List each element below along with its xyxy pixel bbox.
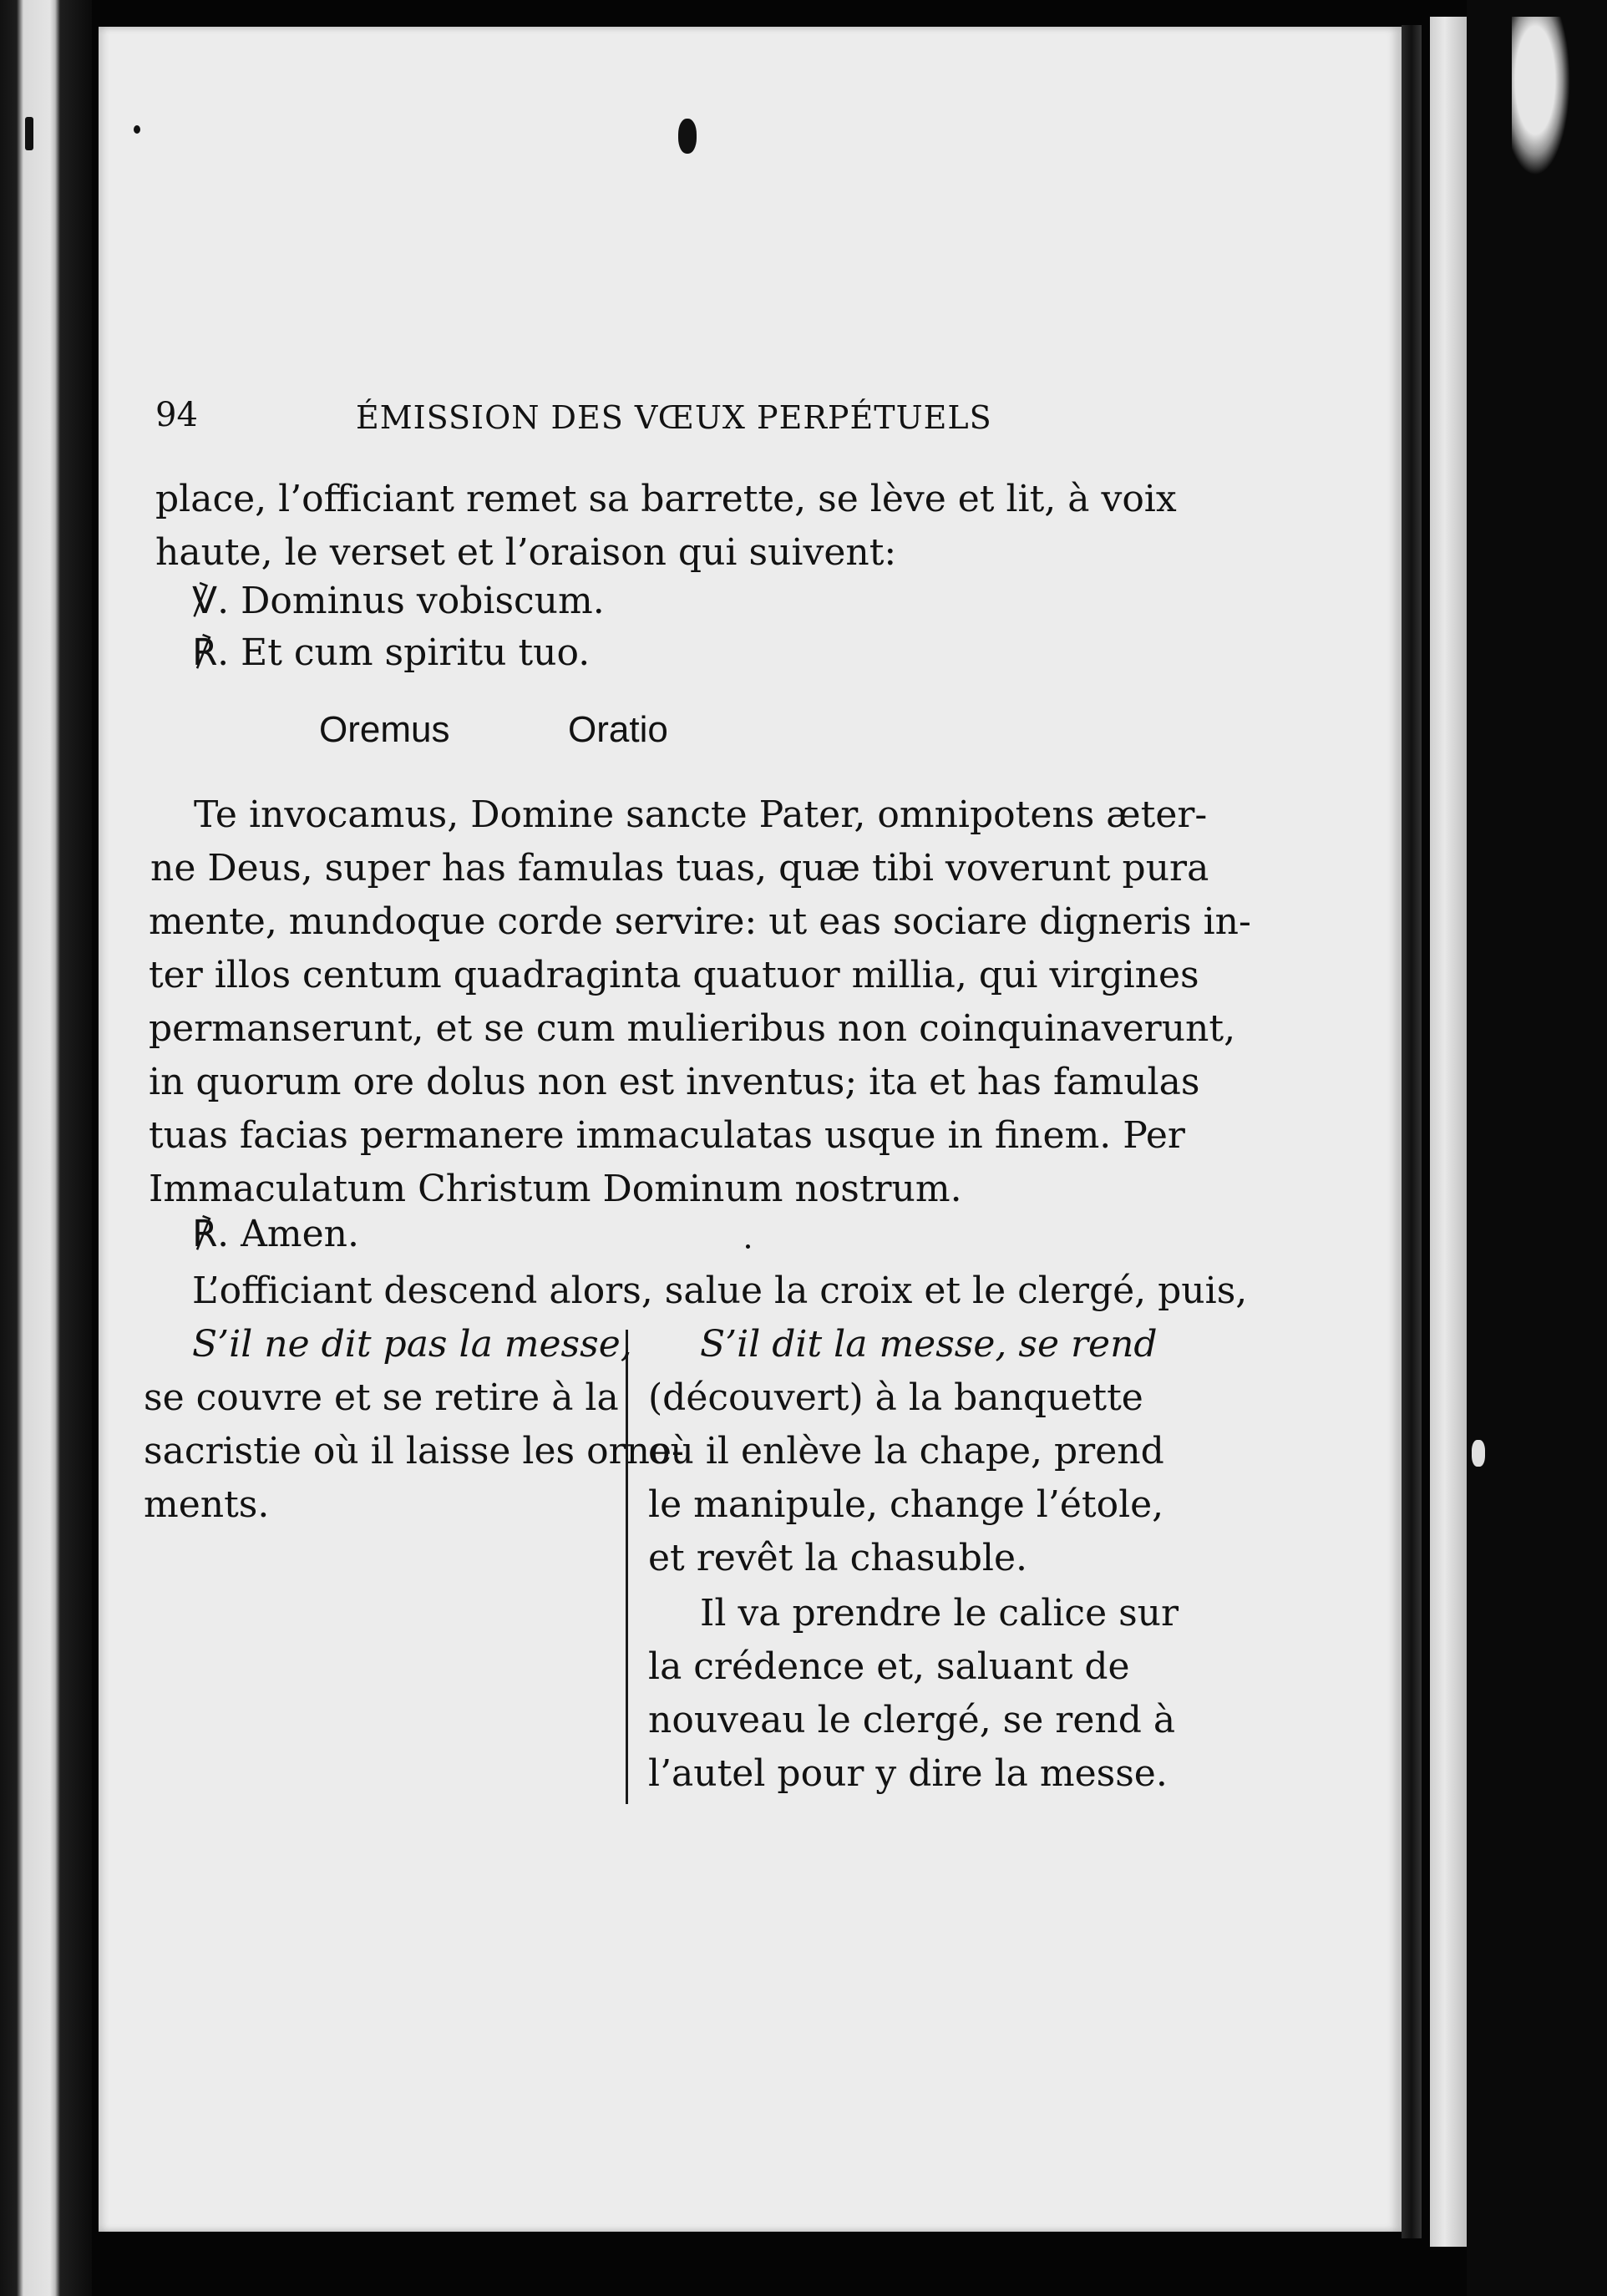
right-column-line: nouveau le clergé, se rend à [648,1699,1176,1741]
left-column-line: ments. [144,1483,270,1526]
column-divider [626,1330,628,1804]
transition-line: L’officiant descend alors, salue la croix et le clergé, puis, [192,1270,1248,1312]
right-column-line: le manipule, change l’étole, [648,1483,1164,1526]
right-column-line: (découvert) à la banquette [648,1376,1143,1419]
right-column-line: l’autel pour y dire la messe. [648,1752,1168,1795]
right-column-line: la crédence et, saluant de [648,1645,1130,1688]
prayer-line: mente, mundoque corde servire: ut eas sociare digneris in- [149,900,1251,943]
oremus-heading: Oremus [319,709,450,750]
right-column-line: où il enlève la chape, prend [648,1430,1164,1472]
intro-line: place, l’officiant remet sa barrette, se lève et lit, à voix [155,478,1177,520]
page-right-shadow [1402,25,1422,2238]
left-column-line: sacristie où il laisse les orne- [144,1430,684,1472]
dust-speck [746,1244,750,1249]
right-column-line: Il va prendre le calice sur [700,1592,1179,1635]
dust-speck [134,125,140,134]
amen-response: ℟. Amen. [192,1213,359,1255]
right-column-line: et revêt la chasuble. [648,1537,1028,1579]
response: ℟. Et cum spiritu tuo. [192,631,591,674]
oratio-heading: Oratio [568,709,668,750]
edge-mark [25,117,33,150]
intro-line: haute, le verset et l’oraison qui suivent: [155,531,897,574]
page-number: 94 [155,396,198,434]
left-column-line: se couvre et se retire à la [144,1376,619,1419]
ink-blot [678,119,697,154]
prayer-line: Immaculatum Christum Dominum nostrum. [149,1168,962,1210]
prayer-line: ne Deus, super has famulas tuas, quæ tibi voverunt pura [150,847,1209,890]
versicle: ℣. Dominus vobiscum. [192,580,605,622]
prayer-line: in quorum ore dolus non est inventus; ita et has famulas [149,1061,1200,1103]
paper-fragment [1472,1440,1485,1467]
running-title: ÉMISSION DES VŒUX PERPÉTUELS [356,399,992,436]
prayer-line: permanserunt, et se cum mulieribus non coinquinaverunt, [149,1007,1236,1050]
right-column-heading: S’il dit la messe, se rend [700,1323,1158,1366]
right-binding-edge [1430,17,1467,2247]
left-column-heading: S’il ne dit pas la messe, [192,1323,632,1366]
prayer-line: ter illos centum quadraginta quatuor millia, qui virgines [149,954,1199,996]
prayer-line: Te invocamus, Domine sancte Pater, omnipotens æter- [194,793,1208,836]
torn-paper-corner [1512,17,1570,175]
left-binding-edge [0,0,92,2296]
scan-background [1467,0,1607,2296]
prayer-line: tuas facias permanere immaculatas usque in finem. Per [149,1114,1185,1157]
